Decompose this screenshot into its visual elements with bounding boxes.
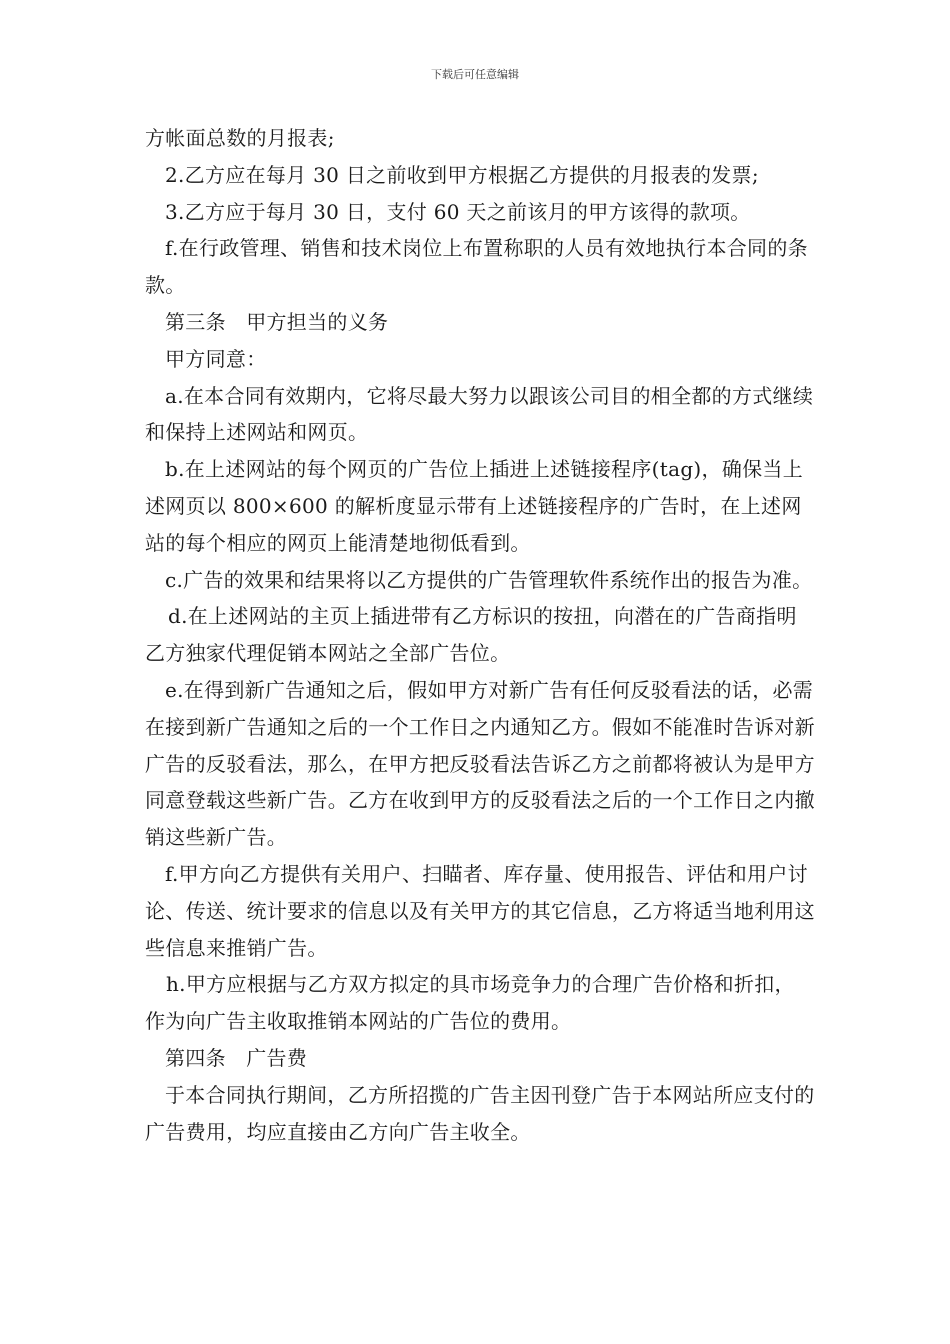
paragraph: h.甲方应根据与乙方双方拟定的具市场竞争力的合理广告价格和折扣，作为向广告主收取推销本网站的广告位的费用。 bbox=[145, 972, 795, 1034]
paragraph: b.在上述网站的每个网页的广告位上插进上述链接程序(tag)，确保当上述网页以 800×600 的解析度显示带有上述链接程序的广告时，在上述网站的每个相应的网页上能清楚地彻低看到。 bbox=[145, 457, 804, 555]
page-header: 下载后可任意编辑 bbox=[431, 68, 519, 81]
paragraph: e.在得到新广告通知之后，假如甲方对新广告有任何反驳看法的话，必需在接到新广告通知之后的一个工作日之内通知乙方。假如不能准时告诉对新广告的反驳看法，那么，在甲方把反驳看法告诉乙方之前都将被认为是甲方同意登载这些新广告。乙方在收到甲方的反驳看法之后的一个工作日之内撤销这些新广告。 bbox=[145, 677, 815, 850]
paragraph: f.甲方向乙方提供有关用户、扫瞄者、库存量、使用报告、评估和用户讨论、传送、统计要求的信息以及有关甲方的其它信息，乙方将适当地利用这些信息来推销广告。 bbox=[145, 861, 815, 960]
paragraph: f.在行政管理、销售和技术岗位上布置称职的人员有效地执行本合同的条款。 bbox=[145, 236, 808, 298]
section-heading: 第四条 广告费 bbox=[165, 1045, 308, 1070]
paragraph: 2.乙方应在每月 30 日之前收到甲方根据乙方提供的月报表的发票; bbox=[165, 162, 759, 187]
paragraph: c.广告的效果和结果将以乙方提供的广告管理软件系统作出的报告为准。 bbox=[165, 567, 813, 592]
paragraph: 3.乙方应于每月 30 日，支付 60 天之前该月的甲方该得的款项。 bbox=[165, 199, 751, 224]
section-heading: 第三条 甲方担当的义务 bbox=[165, 309, 389, 334]
paragraph: 于本合同执行期间，乙方所招揽的广告主因刊登广告于本网站所应支付的广告费用，均应直接由乙方向广告主收全。 bbox=[145, 1082, 815, 1144]
paragraph: a.在本合同有效期内，它将尽最大努力以跟该公司目的相全都的方式继续和保持上述网站和网页。 bbox=[145, 383, 814, 445]
paragraph: 甲方同意： bbox=[165, 346, 267, 371]
paragraph: d.在上述网站的主页上插进带有乙方标识的按扭，向潜在的广告商指明乙方独家代理促销本网站之全部广告位。 bbox=[145, 604, 797, 666]
document-body bbox=[145, 120, 815, 1150]
paragraph: 方帐面总数的月报表; bbox=[145, 126, 335, 150]
